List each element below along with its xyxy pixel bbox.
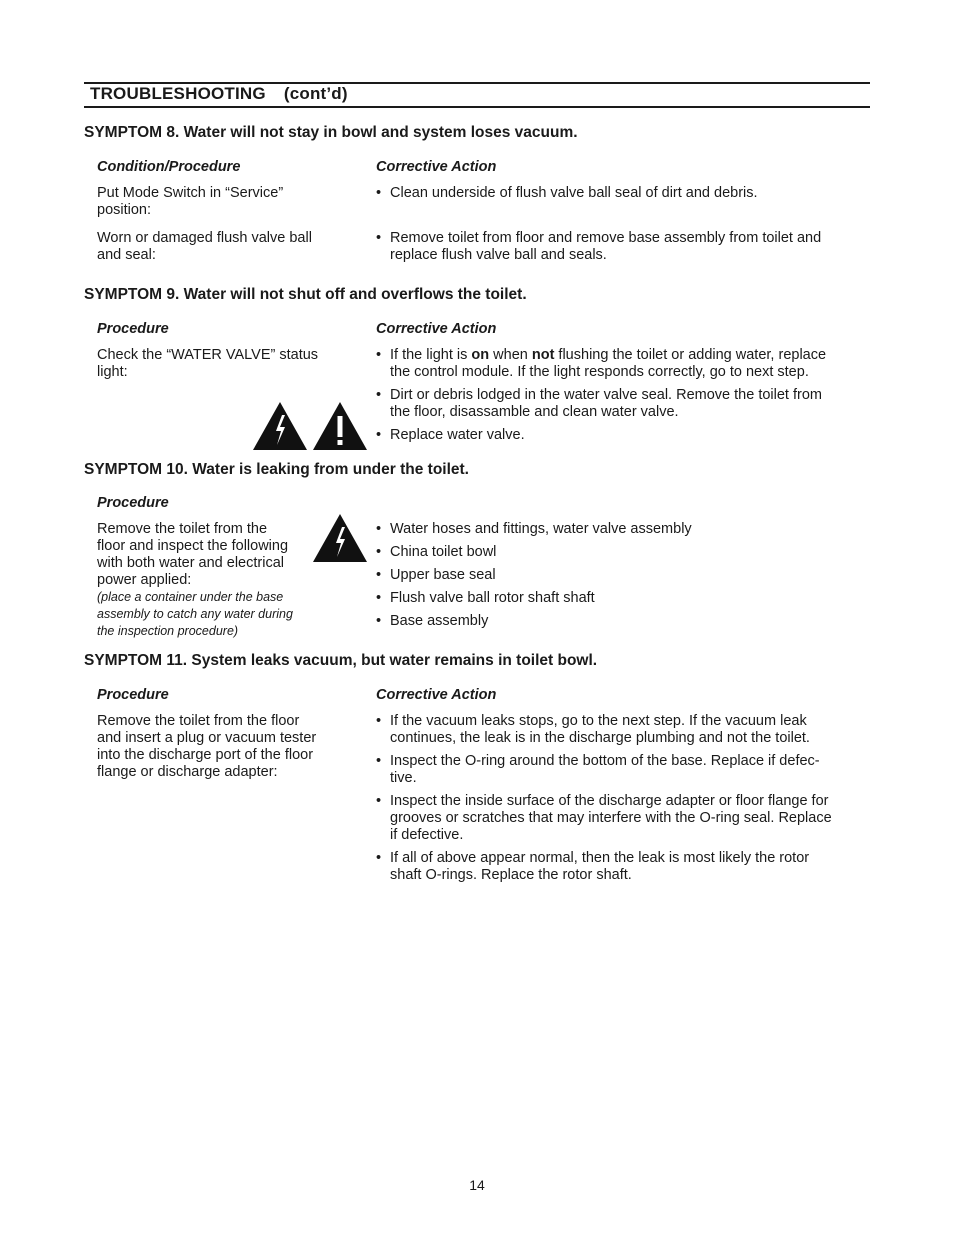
s10-item: • Base assembly — [376, 613, 489, 629]
s10-item: • Water hoses and fittings, water valve assembly — [376, 521, 692, 537]
s11-col-procedure: Procedure — [97, 687, 169, 703]
symptom-9-title: SYMPTOM 9. Water will not shut off and overflows the toilet. — [84, 286, 527, 303]
page-number: 14 — [469, 1177, 485, 1193]
s9-action-2: • Dirt or debris lodged in the water valve seal. Remove the toilet from the floor, disassamble and clean water valve. — [376, 387, 822, 420]
section-title — [90, 84, 348, 104]
s9-action-3: • Replace water valve. — [376, 427, 525, 443]
electrical-hazard-icon — [312, 513, 368, 563]
s9-col-corrective: Corrective Action — [376, 321, 497, 337]
s10-item: • Upper base seal — [376, 567, 496, 583]
s8-row1-action: • Clean underside of flush valve ball seal of dirt and debris. — [376, 185, 758, 201]
s8-row2-condition: Worn or damaged flush valve ball and seal: — [97, 230, 312, 263]
symptom-10-title: SYMPTOM 10. Water is leaking from under the toilet. — [84, 461, 469, 478]
s8-row2-action: • Remove toilet from floor and remove base assembly from toilet and replace flush valve ball and seals. — [376, 230, 822, 263]
s8-row1-condition: Put Mode Switch in “Service” position: — [97, 185, 284, 218]
s10-item: • China toilet bowl — [376, 544, 497, 560]
symptom-11-title: SYMPTOM 11. System leaks vacuum, but water remains in toilet bowl. — [84, 652, 598, 669]
s10-procedure-note: (place a container under the base assembly to catch any water during the inspection procedure) — [97, 590, 293, 638]
symptom-8-title: SYMPTOM 8. Water will not stay in bowl and system loses vacuum. — [84, 124, 578, 141]
s11-action-4: • If all of above appear normal, then the leak is most likely the rotor shaft O-rings. Replace the rotor shaft. — [376, 850, 810, 883]
s11-procedure-text: Remove the toilet from the floor and insert a plug or vacuum tester into the discharge port of the floor flange or discharge adapter: — [97, 713, 317, 780]
s10-item: • Flush valve ball rotor shaft shaft — [376, 590, 595, 606]
section-title-cont: (cont’d) — [283, 84, 348, 103]
s11-action-2: • Inspect the O-ring around the bottom of the base. Replace if defec- tive. — [376, 753, 820, 786]
s10-col-procedure: Procedure — [97, 495, 169, 511]
electrical-hazard-icon — [252, 401, 308, 451]
s8-col-condition: Condition/Procedure — [97, 159, 241, 175]
s11-action-1: • If the vacuum leaks stops, go to the next step. If the vacuum leak continues, the leak is in the discharge plumbing and not the toilet. — [376, 713, 810, 746]
s9-action-1: • If the light is on when not flushing the toilet or adding water, replace the control module. If the light responds correctly, go to next step. — [376, 347, 827, 380]
s11-action-3: • Inspect the inside surface of the discharge adapter or floor flange for grooves or scratches that may interfere with the O-ring seal. Replace if defective. — [376, 793, 832, 843]
s8-col-corrective: Corrective Action — [376, 159, 497, 175]
section-title-text: TROUBLESHOOTING — [90, 84, 266, 103]
s11-col-corrective: Corrective Action — [376, 687, 497, 703]
s9-procedure-text: Check the “WATER VALVE” status light: — [97, 347, 319, 380]
header-bottom-rule — [84, 106, 870, 108]
s9-col-procedure: Procedure — [97, 321, 169, 337]
caution-exclamation-icon — [312, 401, 368, 451]
s10-procedure-text: Remove the toilet from the floor and inspect the following with both water and electrical power applied: — [97, 521, 289, 588]
